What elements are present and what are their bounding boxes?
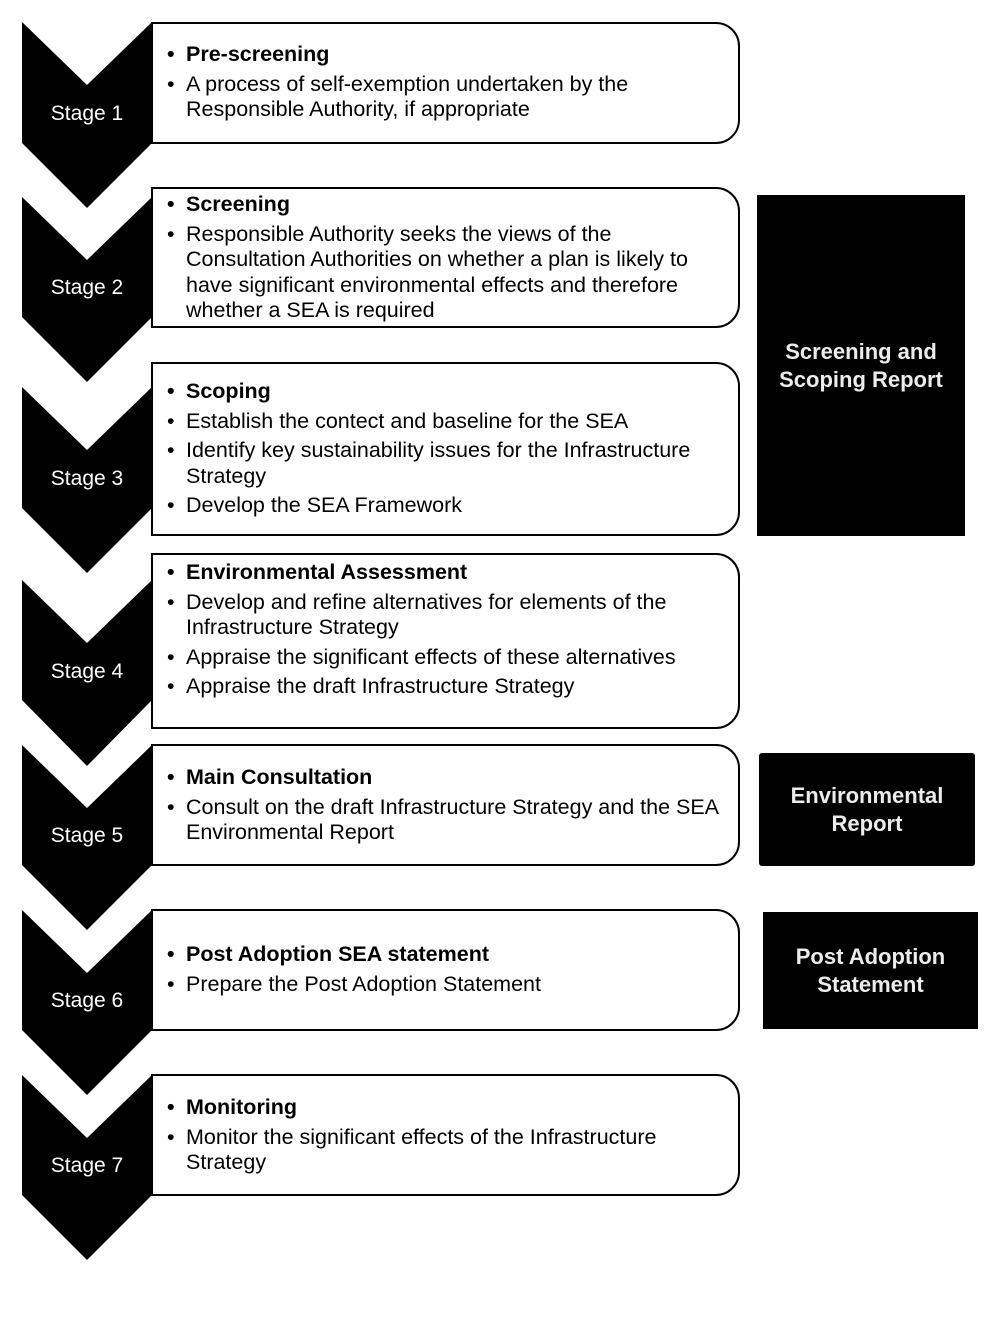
stage-3-bullet-1: • Establish the contect and baseline for the SEA	[167, 409, 730, 435]
stage-3-label: Stage 3	[50, 467, 124, 490]
stage-7-bullet: • Monitor the significant effects of the Infrastructure Strategy	[167, 1125, 730, 1176]
stage-1-bullet: • A process of self-exemption undertaken by the Responsible Authority, if appropriate	[167, 72, 730, 123]
post-adoption-statement-label: Post Adoption Statement	[795, 943, 946, 997]
stage-4-bullet-1: • Develop and refine alternatives for elements of the Infrastructure Strategy	[167, 590, 730, 641]
stage-3-bullet-3: • Develop the SEA Framework	[167, 493, 730, 519]
stage-2-title: • Screening	[167, 192, 730, 218]
environmental-report-box	[759, 753, 975, 866]
stage-6-title: • Post Adoption SEA statement	[167, 942, 730, 968]
stage-1-label: Stage 1	[50, 102, 124, 125]
stage-7-box	[151, 1074, 740, 1196]
stage-6-bullet: • Prepare the Post Adoption Statement	[167, 972, 730, 998]
screening-scoping-report-box	[757, 195, 965, 536]
stage-7-title: • Monitoring	[167, 1095, 730, 1121]
stage-5-title: • Main Consultation	[167, 765, 730, 791]
stage-7-label: Stage 7	[50, 1154, 124, 1177]
screening-scoping-report-label: Screening and Scoping Report	[779, 338, 943, 392]
stage-5-label: Stage 5	[50, 824, 124, 847]
stage-6-label: Stage 6	[50, 989, 124, 1012]
stage-3-bullet-2: • Identify key sustainability issues for the Infrastructure Strategy	[167, 438, 730, 489]
stage-1-title: • Pre-screening	[167, 42, 730, 68]
stage-4-bullet-3: • Appraise the draft Infrastructure Strategy	[167, 674, 730, 700]
stage-4-bullet-2: • Appraise the significant effects of these alternatives	[167, 645, 730, 671]
stage-3-box	[151, 362, 740, 536]
stage-4-label: Stage 4	[50, 660, 124, 683]
stage-3-title: • Scoping	[167, 379, 730, 405]
stage-2-label: Stage 2	[50, 276, 124, 299]
stage-1-box	[151, 22, 740, 144]
stage-4-title: • Environmental Assessment	[167, 560, 730, 586]
post-adoption-statement-box	[763, 912, 978, 1029]
stage-5-bullet: • Consult on the draft Infrastructure Strategy and the SEA Environmental Report	[167, 795, 730, 846]
stage-4-box	[151, 553, 740, 729]
stage-2-box	[151, 187, 740, 328]
environmental-report-label: Environmental Report	[790, 782, 944, 836]
stage-6-box	[151, 909, 740, 1031]
stage-5-box	[151, 744, 740, 866]
stage-2-bullet: • Responsible Authority seeks the views of the Consultation Authorities on whether a plan is likely to have significant environmental effects and therefore whether a SEA is required	[167, 222, 730, 324]
